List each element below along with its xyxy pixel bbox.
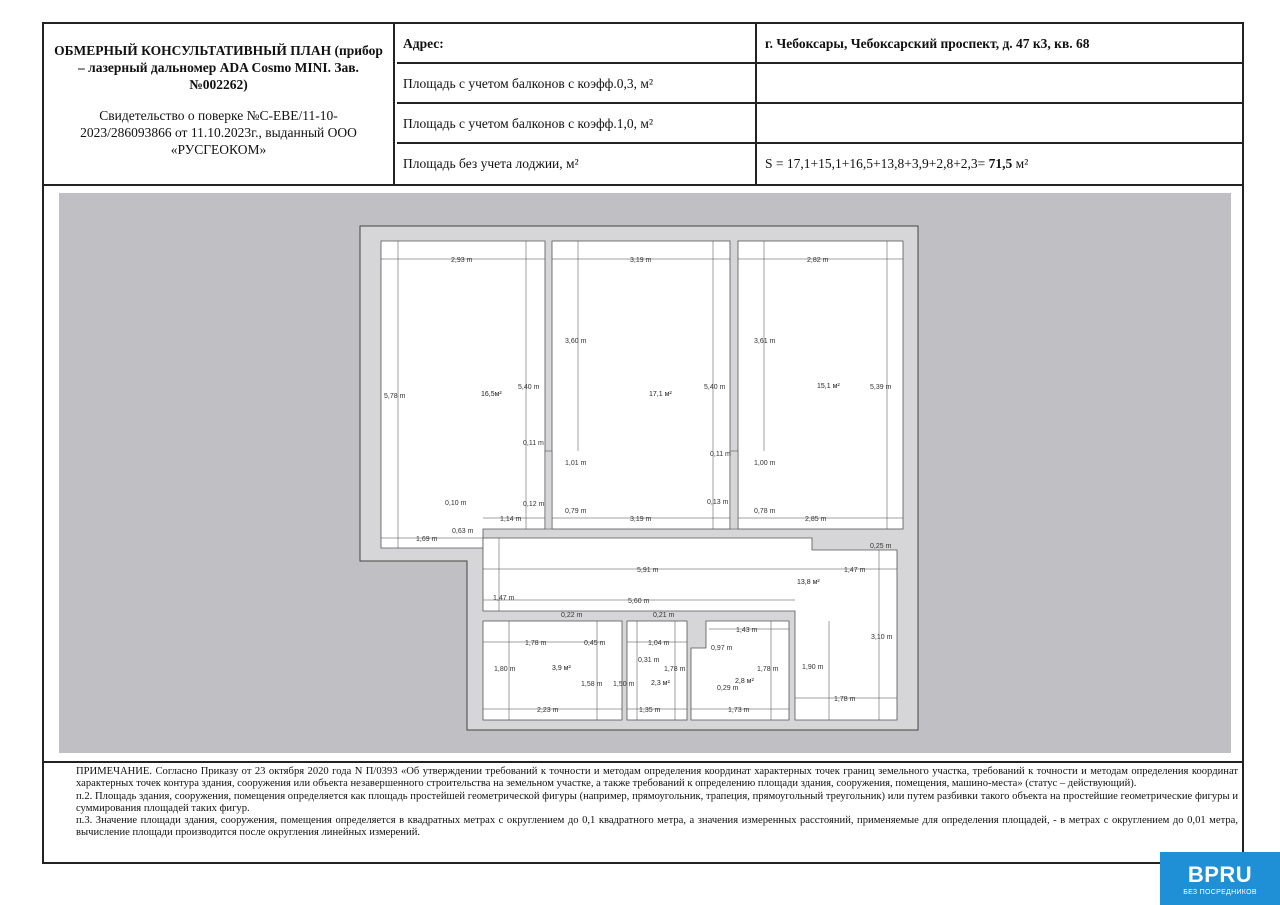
dimension-label: 1,50 m bbox=[613, 681, 635, 688]
header-title-cell bbox=[44, 24, 395, 184]
dimension-label: 0,13 m bbox=[707, 499, 729, 506]
dimension-label: 5,91 m bbox=[637, 567, 659, 574]
area-label: 3,9 м² bbox=[552, 665, 571, 672]
logo-mark: BPRU bbox=[1187, 862, 1253, 887]
dimension-label: 0,22 m bbox=[561, 612, 583, 619]
dimension-label: 0,78 m bbox=[754, 508, 776, 515]
dimension-label: 5,40 m bbox=[518, 384, 540, 391]
area-coef-03-row bbox=[397, 64, 1244, 104]
header-table bbox=[44, 24, 1244, 186]
dimension-label: 1,43 m bbox=[736, 627, 758, 634]
dimension-label: 3,10 m bbox=[871, 634, 893, 641]
notes-section bbox=[44, 761, 1244, 864]
logo-subtitle: БЕЗ ПОСРЕДНИКОВ bbox=[1183, 889, 1257, 896]
plan-document bbox=[42, 22, 1244, 864]
dimension-label: 1,78 m bbox=[834, 696, 856, 703]
area-coef-10-row bbox=[397, 104, 1244, 144]
dimension-label: 2,82 m bbox=[807, 257, 829, 264]
dimension-label: 0,97 m bbox=[711, 645, 733, 652]
dimension-label: 2,23 m bbox=[537, 707, 559, 714]
dimension-label: 5,40 m bbox=[704, 384, 726, 391]
area-no-loggia-label: Площадь без учета лоджии, м² bbox=[397, 144, 757, 184]
note-paragraph: ПРИМЕЧАНИЕ. Согласно Приказу от 23 октября 2020 года N П/0393 «Об утверждении требований к точности и методам определения координат характерных точек границ земельного участка, требований к точности и методам определения координат характерных точек контура здания, сооружения или объекта незавершенного строительства на земельном участке, а также требований к определению площади здания, сооружения, помещения, машино-места» (статус – действующий). bbox=[76, 766, 1238, 790]
area-label: 2,8 м² bbox=[735, 678, 754, 685]
floor-plan bbox=[59, 193, 1231, 753]
address-label: Адрес: bbox=[397, 24, 757, 62]
partition-left bbox=[545, 451, 552, 529]
area-coef-10-value bbox=[757, 104, 1244, 142]
area-coef-03-label: Площадь с учетом балконов с коэфф.0,3, м² bbox=[397, 64, 757, 102]
dimension-label: 0,12 m bbox=[523, 501, 545, 508]
dimension-label: 3,19 m bbox=[630, 516, 652, 523]
dimension-label: 5,39 m bbox=[870, 384, 892, 391]
address-row bbox=[397, 24, 1244, 64]
area-label: 17,1 м² bbox=[649, 391, 672, 398]
bpru-logo[interactable] bbox=[1160, 852, 1280, 905]
dimension-label: 1,35 m bbox=[639, 707, 661, 714]
note-paragraph: п.3. Значение площади здания, сооружения, помещения определяется в квадратных метрах с округлением до 0,1 квадратного метра, а значения измеренных расстояний, применяемые для определения площадей, - в метрах с округлением до 0,01 метра, вычисление площади производится после округления линейных измерений. bbox=[76, 815, 1238, 839]
area-label: 2,3 м² bbox=[651, 680, 670, 687]
dimension-label: 0,29 m bbox=[717, 685, 739, 692]
area-no-loggia-row bbox=[397, 144, 1244, 184]
dimension-label: 1,04 m bbox=[648, 640, 670, 647]
dimension-label: 1,47 m bbox=[493, 595, 515, 602]
dimension-label: 0,31 m bbox=[638, 657, 660, 664]
dimension-label: 1,80 m bbox=[494, 666, 516, 673]
area-unit: м² bbox=[1012, 156, 1029, 171]
dimension-label: 1,90 m bbox=[802, 664, 824, 671]
dimension-label: 1,69 m bbox=[416, 536, 438, 543]
dimension-label: 0,45 m bbox=[584, 640, 606, 647]
area-label: 13,8 м² bbox=[797, 579, 820, 586]
dimension-label: 3,19 m bbox=[630, 257, 652, 264]
area-formula-prefix: S = 17,1+15,1+16,5+13,8+3,9+2,8+2,3= bbox=[765, 156, 989, 171]
dimension-label: 5,78 m bbox=[384, 393, 406, 400]
dimension-label: 2,93 m bbox=[451, 257, 473, 264]
dimension-label: 5,60 m bbox=[628, 598, 650, 605]
address-value: г. Чебоксары, Чебоксарский проспект, д. 47 к3, кв. 68 bbox=[765, 36, 1090, 51]
dimension-label: 1,78 m bbox=[757, 666, 779, 673]
area-label: 16,5м² bbox=[481, 391, 502, 398]
dimension-label: 1,01 m bbox=[565, 460, 587, 467]
dimension-label: 1,00 m bbox=[754, 460, 776, 467]
dimension-label: 0,10 m bbox=[445, 500, 467, 507]
certificate-text: Свидетельство о поверке №С-ЕВЕ/11-10-2023/286093866 от 11.10.2023г., выданный ООО «РУСГЕОКОМ» bbox=[80, 108, 357, 157]
dimension-label: 1,14 m bbox=[500, 516, 522, 523]
note-paragraph: п.2. Площадь здания, сооружения, помещения определяется как площадь простейшей геометрической фигуры (например, прямоугольник, трапеция, прямоугольный треугольник) или путем разбивки такого объекта на простейшие геометрические фигуры и суммирования площадей таких фигур. bbox=[76, 790, 1238, 814]
dimension-label: 0,21 m bbox=[653, 612, 675, 619]
dimension-label: 1,73 m bbox=[728, 707, 750, 714]
dimension-label: 0,79 m bbox=[565, 508, 587, 515]
dimension-label: 2,85 m bbox=[805, 516, 827, 523]
area-coef-10-label: Площадь с учетом балконов с коэфф.1,0, м² bbox=[397, 104, 757, 142]
document-title: ОБМЕРНЫЙ КОНСУЛЬТАТИВНЫЙ ПЛАН (прибор – лазерный дальномер ADA Cosmo MINI. Зав.№002262) bbox=[54, 43, 383, 92]
dimension-label: 0,25 m bbox=[870, 543, 892, 550]
dimension-label: 1,78 m bbox=[664, 666, 686, 673]
area-formula bbox=[757, 144, 1244, 184]
dimension-label: 1,47 m bbox=[844, 567, 866, 574]
dimension-label: 3,61 m bbox=[754, 338, 776, 345]
dimension-label: 1,58 m bbox=[581, 681, 603, 688]
dimension-label: 0,11 m bbox=[710, 451, 731, 458]
dimension-label: 1,78 m bbox=[525, 640, 547, 647]
dimension-label: 3,60 m bbox=[565, 338, 587, 345]
partition-right bbox=[730, 451, 738, 529]
dimension-label: 0,11 m bbox=[523, 440, 544, 447]
area-coef-03-value bbox=[757, 64, 1244, 102]
dimension-label: 0,63 m bbox=[452, 528, 474, 535]
area-total: 71,5 bbox=[988, 156, 1013, 171]
area-label: 15,1 м² bbox=[817, 383, 840, 390]
